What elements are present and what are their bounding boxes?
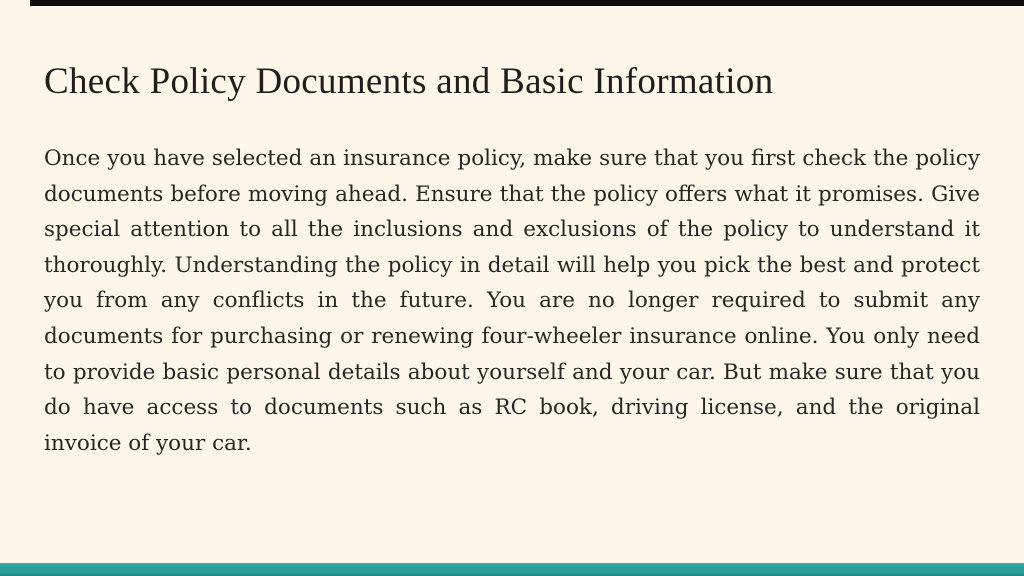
body-line: invoice of your car.	[44, 430, 252, 456]
body-line: you from any conflicts in the future. You are no longer required to submit any	[44, 288, 980, 314]
body-line: Once you have selected an insurance policy, make sure that you first check the policy	[44, 146, 980, 171]
bottom-accent-bar	[0, 563, 1024, 576]
body-line: to provide basic personal details about yourself and your car. But make sure that you	[44, 359, 980, 385]
body-line: thoroughly. Understanding the policy in detail will help you pick the best and protect	[44, 252, 980, 278]
body-line: special attention to all the inclusions and exclusions of the policy to understand it	[44, 217, 980, 243]
body-line: documents for purchasing or renewing four-wheeler insurance online. You only need	[44, 323, 980, 349]
body-line: documents before moving ahead. Ensure that the policy offers what it promises. Give	[44, 181, 980, 207]
body-paragraph	[44, 141, 980, 461]
top-accent-rule	[30, 0, 1024, 6]
body-line: do have access to documents such as RC book, driving license, and the original	[44, 395, 980, 421]
slide-title: Check Policy Documents and Basic Information	[44, 61, 774, 102]
